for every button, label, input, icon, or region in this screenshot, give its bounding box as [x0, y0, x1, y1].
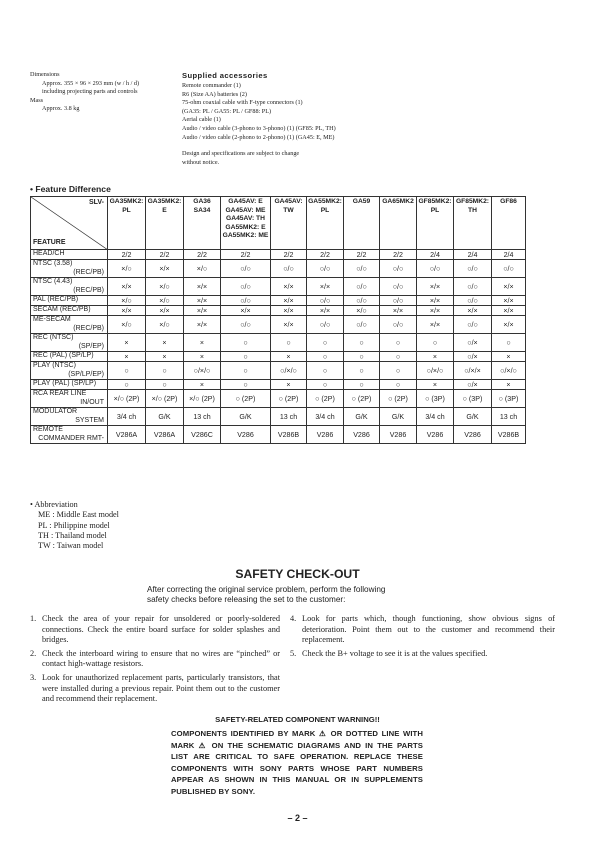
model-name-line: TH	[468, 206, 477, 214]
table-row	[31, 380, 526, 390]
table-row	[31, 390, 526, 408]
table-cell: ○	[307, 362, 344, 380]
row-label-line: PLAY (PAL) (SP/LP)	[33, 380, 97, 388]
row-label-line: REMOTE	[33, 426, 63, 434]
table-cell: 2/2	[221, 250, 271, 260]
table-cell: ○/○	[454, 296, 492, 306]
supplied-accessories-list	[182, 82, 432, 142]
table-cell: ○/○	[380, 296, 417, 306]
table-cell: ×/○	[108, 296, 146, 306]
row-label-cell	[31, 352, 108, 362]
table-cell: ×/×	[221, 306, 271, 316]
table-header-row	[31, 197, 526, 250]
row-label-line: NTSC (4.43)	[33, 278, 73, 286]
table-cell: ×	[492, 352, 526, 362]
table-cell: ×/×	[271, 306, 307, 316]
abbreviation-item: TH : Thailand model	[38, 530, 107, 540]
supplied-accessories-block	[182, 71, 432, 167]
row-label-line: SYSTEM	[75, 416, 104, 424]
safety-steps-right	[290, 614, 555, 662]
table-cell: ○/○	[380, 316, 417, 334]
table-cell: ×/×	[380, 306, 417, 316]
table-cell: ○/○	[344, 296, 380, 306]
table-cell: ○/○	[454, 260, 492, 278]
safety-step	[290, 649, 555, 660]
table-cell: ○	[307, 334, 344, 352]
table-cell: ×	[108, 352, 146, 362]
feature-label: FEATURE	[33, 239, 66, 247]
table-cell: ×/×	[307, 278, 344, 296]
model-name-line: GA45AV: ME	[225, 206, 266, 214]
safety-step-number: 4.	[290, 614, 297, 623]
table-cell: ○	[344, 334, 380, 352]
table-cell: ○	[146, 380, 184, 390]
table-cell: ×/×	[454, 306, 492, 316]
table-row	[31, 260, 526, 278]
model-name-line: PL	[430, 206, 440, 214]
table-cell: ○	[221, 380, 271, 390]
safety-step-text: Look for unauthorized replacement parts, particularly transistors, that were installed during a previous repair. Point them out to the customer and recommend their replacement.	[42, 672, 280, 704]
table-cell: ○	[380, 380, 417, 390]
table-cell: ○ (2P)	[380, 390, 417, 408]
table-cell: ×	[417, 352, 454, 362]
row-label-cell	[31, 278, 108, 296]
table-cell: ○/×	[454, 352, 492, 362]
table-cell: 3/4 ch	[307, 408, 344, 426]
model-name-line: GA55MK2: E	[225, 223, 266, 231]
row-label-line: HEAD/CH	[33, 250, 65, 258]
table-cell: ×/×	[492, 306, 526, 316]
table-cell: ×	[184, 380, 221, 390]
table-cell: 2/2	[271, 250, 307, 260]
table-cell: ○	[344, 380, 380, 390]
table-cell: ×	[271, 352, 307, 362]
table-cell: ○/○	[380, 260, 417, 278]
table-cell: ×/×	[271, 278, 307, 296]
table-cell: ○	[380, 334, 417, 352]
safety-step	[30, 673, 280, 705]
model-header-cell	[454, 197, 492, 250]
design-note-line-2: without notice.	[182, 158, 220, 166]
table-cell: 2/2	[184, 250, 221, 260]
model-name-line: GA45AV: E	[228, 198, 263, 205]
table-cell: ○	[221, 362, 271, 380]
feature-difference-table	[30, 196, 526, 444]
table-cell: ×/×	[417, 316, 454, 334]
dimensions-note: including projecting parts and controls	[42, 88, 138, 96]
table-cell: ×	[271, 380, 307, 390]
table-cell: 2/4	[417, 250, 454, 260]
model-header-cell	[184, 197, 221, 250]
table-cell: 3/4 ch	[108, 408, 146, 426]
model-name-line: GA36	[193, 198, 211, 205]
model-header-cell	[344, 197, 380, 250]
row-label-line: ME-SECAM	[33, 316, 71, 324]
table-cell: 2/2	[344, 250, 380, 260]
safety-step	[290, 614, 555, 646]
row-label-cell	[31, 362, 108, 380]
table-row	[31, 408, 526, 426]
dimensions-value: Approx. 355 × 96 × 293 mm (w / h / d)	[42, 79, 140, 87]
table-cell: ×	[184, 334, 221, 352]
table-cell: ○/○	[307, 316, 344, 334]
table-cell: ○/×/×	[454, 362, 492, 380]
table-cell: ×/○	[146, 296, 184, 306]
table-cell: V286	[307, 426, 344, 444]
table-row	[31, 296, 526, 306]
table-cell: G/K	[221, 408, 271, 426]
table-cell: ○ (3P)	[454, 390, 492, 408]
table-cell: ×	[146, 352, 184, 362]
accessory-item: R6 (Size AA) batteries (2)	[182, 90, 247, 98]
accessory-item: Audio / video cable (3-phono to 3-phono) (1) (GF85: PL, TH)	[182, 124, 336, 132]
safety-step-number: 3.	[30, 672, 37, 682]
safety-step-text: Check the area of your repair for unsoldered or poorly-soldered connections. Check the entire board surface for solder splashes and bridges.	[42, 614, 280, 645]
table-row	[31, 316, 526, 334]
table-cell: ×/○	[146, 316, 184, 334]
accessory-item: Remote commander (1)	[182, 82, 241, 89]
table-row	[31, 278, 526, 296]
table-cell: ○	[380, 352, 417, 362]
table-cell: ○ (2P)	[307, 390, 344, 408]
table-row	[31, 334, 526, 352]
table-cell: ×	[492, 380, 526, 390]
table-cell: ×/×	[184, 296, 221, 306]
table-cell: ○/○	[307, 296, 344, 306]
table-cell: ×	[146, 334, 184, 352]
table-cell: ○/○	[221, 296, 271, 306]
table-cell: ○/×	[454, 380, 492, 390]
table-cell: ○/○	[344, 260, 380, 278]
table-cell: ×/○ (2P)	[146, 390, 184, 408]
row-label-cell	[31, 260, 108, 278]
specifications-block	[30, 71, 139, 114]
model-name-line: PL	[122, 206, 131, 214]
model-name-line: GA45AV:	[274, 198, 303, 205]
table-cell: ○/×/○	[492, 362, 526, 380]
table-cell: ○/○	[344, 278, 380, 296]
row-label-line: PLAY (NTSC)	[33, 362, 76, 370]
table-cell: V286	[417, 426, 454, 444]
table-cell: ×/×	[146, 260, 184, 278]
model-name-line: E	[162, 206, 167, 214]
table-cell: ○/○	[307, 260, 344, 278]
supplied-accessories-title: Supplied accessories	[182, 71, 268, 80]
safety-step-text: Check the interboard wiring to ensure that no wires are “pinched” or contact high-wattage resistors.	[42, 648, 280, 669]
table-cell: ○/○	[454, 316, 492, 334]
table-cell: ×/○	[184, 260, 221, 278]
safety-step	[30, 649, 280, 670]
table-cell: ○	[221, 334, 271, 352]
model-header-cell	[380, 197, 417, 250]
safety-warning-title: SAFETY-RELATED COMPONENT WARNING!!	[215, 715, 380, 724]
table-cell: ○	[307, 352, 344, 362]
table-cell: ○ (3P)	[492, 390, 526, 408]
safety-step-number: 2.	[30, 648, 37, 658]
model-name-line: SA34	[193, 206, 211, 214]
abbreviation-item: ME : Middle East model	[38, 510, 119, 520]
table-cell: ×/×	[184, 316, 221, 334]
table-cell: G/K	[344, 408, 380, 426]
row-label-cell	[31, 316, 108, 334]
table-cell: ○/○	[271, 260, 307, 278]
table-cell: ○/×	[454, 334, 492, 352]
table-cell: ×/×	[271, 316, 307, 334]
table-cell: V286C	[184, 426, 221, 444]
table-cell: 3/4 ch	[417, 408, 454, 426]
abbreviation-block	[30, 500, 119, 551]
safety-step-text: Look for parts which, though functioning, show obvious signs of deterioration. Point them out to the customer and recommend their replacement.	[302, 614, 555, 645]
row-label-cell	[31, 380, 108, 390]
table-cell: 2/4	[454, 250, 492, 260]
table-row	[31, 426, 526, 444]
table-cell: ○	[221, 352, 271, 362]
row-label-cell	[31, 334, 108, 352]
model-name-line: GF85MK2:	[418, 198, 452, 205]
table-cell: V286	[380, 426, 417, 444]
model-name-line: GA55MK2:	[308, 198, 342, 205]
accessory-item: (GA35: PL / GA55: PL / GF88: PL)	[182, 107, 272, 115]
table-cell: ×/×	[108, 278, 146, 296]
table-cell: ×/×	[184, 306, 221, 316]
safety-intro	[147, 585, 467, 606]
model-name-line: GA35MK2:	[147, 198, 182, 205]
table-cell: ○ (2P)	[271, 390, 307, 408]
table-cell: G/K	[454, 408, 492, 426]
table-cell: ○/○	[221, 278, 271, 296]
table-cell: V286A	[108, 426, 146, 444]
row-label-line: RCA REAR LINE	[33, 390, 87, 398]
table-cell: ×/×	[307, 306, 344, 316]
safety-intro-line-1: After correcting the original service problem, perform the following	[147, 585, 386, 594]
table-cell: ×/○	[108, 260, 146, 278]
row-label-line: (REC/PB)	[73, 268, 104, 276]
table-cell: ○	[380, 362, 417, 380]
safety-intro-line-2: safety checks before releasing the set to the customer:	[147, 595, 346, 605]
model-name-line: PL	[320, 206, 330, 214]
table-cell: ○	[108, 380, 146, 390]
table-cell: V286B	[492, 426, 526, 444]
safety-step-text: Check the B+ voltage to see it is at the values specified.	[302, 648, 488, 658]
slv-label: SLV-	[88, 199, 104, 206]
model-name-line: TW	[283, 206, 294, 214]
table-cell: ×	[184, 352, 221, 362]
table-cell: ○/×/○	[271, 362, 307, 380]
table-cell: ○	[271, 334, 307, 352]
model-name-line: GA59	[352, 198, 371, 205]
accessory-item: 75-ohm coaxial cable with F-type connectors (1)	[182, 99, 303, 107]
table-cell: ×/×	[492, 278, 526, 296]
accessory-item: Audio / video cable (2-phono to 2-phono) (1) (GA45: E, ME)	[182, 133, 335, 141]
table-cell: ×/×	[146, 306, 184, 316]
table-cell: ○ (2P)	[344, 390, 380, 408]
model-name-line: GA65MK2	[382, 198, 414, 205]
table-cell: 2/2	[108, 250, 146, 260]
safety-step-number: 1.	[30, 614, 37, 623]
table-cell: ×	[108, 334, 146, 352]
row-label-line: COMMANDER RMT-	[38, 434, 104, 442]
table-cell: ×/×	[184, 278, 221, 296]
row-label-line: (REC/PB)	[73, 286, 104, 294]
table-cell: ○	[417, 334, 454, 352]
table-cell: ×/×	[417, 278, 454, 296]
abbreviation-item: PL : Philippine model	[38, 520, 110, 530]
table-cell: G/K	[146, 408, 184, 426]
table-cell: ○/○	[344, 316, 380, 334]
table-cell: ○	[344, 362, 380, 380]
row-label-cell	[31, 426, 108, 444]
table-cell: ○/○	[221, 260, 271, 278]
accessory-item: Aerial cable (1)	[182, 116, 221, 124]
model-header-cell	[108, 197, 146, 250]
row-label-line: SECAM (REC/PB)	[33, 306, 91, 314]
safety-step-number: 5.	[290, 648, 297, 658]
model-name-line: GA45AV: TH	[226, 215, 265, 223]
table-row	[31, 250, 526, 260]
table-cell: 2/2	[307, 250, 344, 260]
model-header-cell	[221, 197, 271, 250]
table-cell: 2/4	[492, 250, 526, 260]
row-label-line: REC (PAL) (SP/LP)	[33, 352, 94, 360]
table-cell: V286	[221, 426, 271, 444]
row-label-cell	[31, 296, 108, 306]
row-label-cell	[31, 250, 108, 260]
row-label-cell	[31, 390, 108, 408]
safety-step	[30, 614, 280, 646]
model-header-cell	[271, 197, 307, 250]
table-cell: ○/○	[492, 260, 526, 278]
table-row	[31, 362, 526, 380]
table-cell: ○ (3P)	[417, 390, 454, 408]
table-cell: ×/×	[492, 316, 526, 334]
model-name-line: GF86	[500, 198, 517, 205]
dimensions-label: Dimensions	[30, 71, 60, 78]
table-cell: 2/2	[380, 250, 417, 260]
mass-value: Approx. 3.8 kg	[42, 105, 80, 113]
table-cell: ×/○ (2P)	[108, 390, 146, 408]
table-cell: ×/○	[108, 316, 146, 334]
table-cell: ×/○ (2P)	[184, 390, 221, 408]
table-cell: ○	[344, 352, 380, 362]
table-cell: V286	[344, 426, 380, 444]
model-header-cell	[146, 197, 184, 250]
model-name-line: GA55MK2: ME	[222, 232, 269, 240]
safety-warning-body: COMPONENTS IDENTIFIED BY MARK ⚠ OR DOTTED LINE WITH MARK ⚠ ON THE SCHEMATIC DIAGRAMS AND IN THE PARTS LIST ARE CRITICAL TO SAFE OPERATION. REPLACE THESE COMPONENTS WITH SONY PARTS WHOSE PART NUMBERS APPEAR AS SHOWN IN THIS MANUAL OR IN SUPPLEMENTS PUBLISHED BY SONY.	[171, 729, 423, 796]
table-cell: ×/○	[146, 278, 184, 296]
abbreviation-list	[30, 510, 119, 551]
table-cell: ×/×	[417, 306, 454, 316]
model-header-cell	[307, 197, 344, 250]
row-label-line: (SP/LP/EP)	[68, 370, 104, 378]
table-cell: ○/×/○	[184, 362, 221, 380]
model-header-cell	[417, 197, 454, 250]
row-label-line: (SP/EP)	[78, 342, 104, 350]
table-cell: ○/○	[454, 278, 492, 296]
table-cell: ○/○	[221, 316, 271, 334]
model-name-line: GF85MK2:	[455, 198, 490, 205]
table-cell: ○	[146, 362, 184, 380]
row-label-line: NTSC (3.58)	[33, 260, 73, 268]
table-cell: ○/×/○	[417, 362, 454, 380]
abbreviation-item: TW : Taiwan model	[38, 541, 104, 551]
row-label-cell	[31, 408, 108, 426]
row-label-line: PAL (REC/PB)	[33, 296, 79, 304]
table-cell: 13 ch	[271, 408, 307, 426]
table-cell: ○/○	[417, 260, 454, 278]
table-cell: ×/○	[344, 306, 380, 316]
table-cell: 13 ch	[184, 408, 221, 426]
row-label-line: (REC/PB)	[73, 324, 104, 332]
table-row	[31, 306, 526, 316]
model-name-line: GA35MK2:	[109, 198, 144, 205]
table-row	[31, 352, 526, 362]
table-cell: V286	[454, 426, 492, 444]
table-cell: ×/×	[108, 306, 146, 316]
design-note-line-1: Design and specifications are subject to change	[182, 150, 300, 158]
table-cell: ○	[108, 362, 146, 380]
header-corner-cell	[31, 197, 108, 250]
table-cell: V286B	[271, 426, 307, 444]
table-cell: ○ (2P)	[221, 390, 271, 408]
table-cell: ×/×	[271, 296, 307, 306]
table-cell: ○/○	[380, 278, 417, 296]
page-number: – 2 –	[287, 813, 308, 823]
safety-steps-left	[30, 614, 280, 708]
row-label-line: REC (NTSC)	[33, 334, 74, 342]
table-cell: 2/2	[146, 250, 184, 260]
table-cell: G/K	[380, 408, 417, 426]
table-cell: ×/×	[492, 296, 526, 306]
row-label-line: MODULATOR	[33, 408, 78, 416]
feature-difference-title: • Feature Difference	[30, 184, 111, 194]
table-cell: V286A	[146, 426, 184, 444]
table-cell: 13 ch	[492, 408, 526, 426]
row-label-line: IN/OUT	[80, 398, 104, 406]
table-cell: ○	[492, 334, 526, 352]
row-label-cell	[31, 306, 108, 316]
model-header-cell	[492, 197, 526, 250]
safety-checkout-title: SAFETY CHECK-OUT	[235, 567, 360, 581]
table-cell: ×/×	[417, 296, 454, 306]
table-cell: ×	[417, 380, 454, 390]
table-cell: ○	[307, 380, 344, 390]
abbreviation-title: • Abbreviation	[30, 500, 78, 509]
mass-label: Mass	[30, 96, 44, 104]
